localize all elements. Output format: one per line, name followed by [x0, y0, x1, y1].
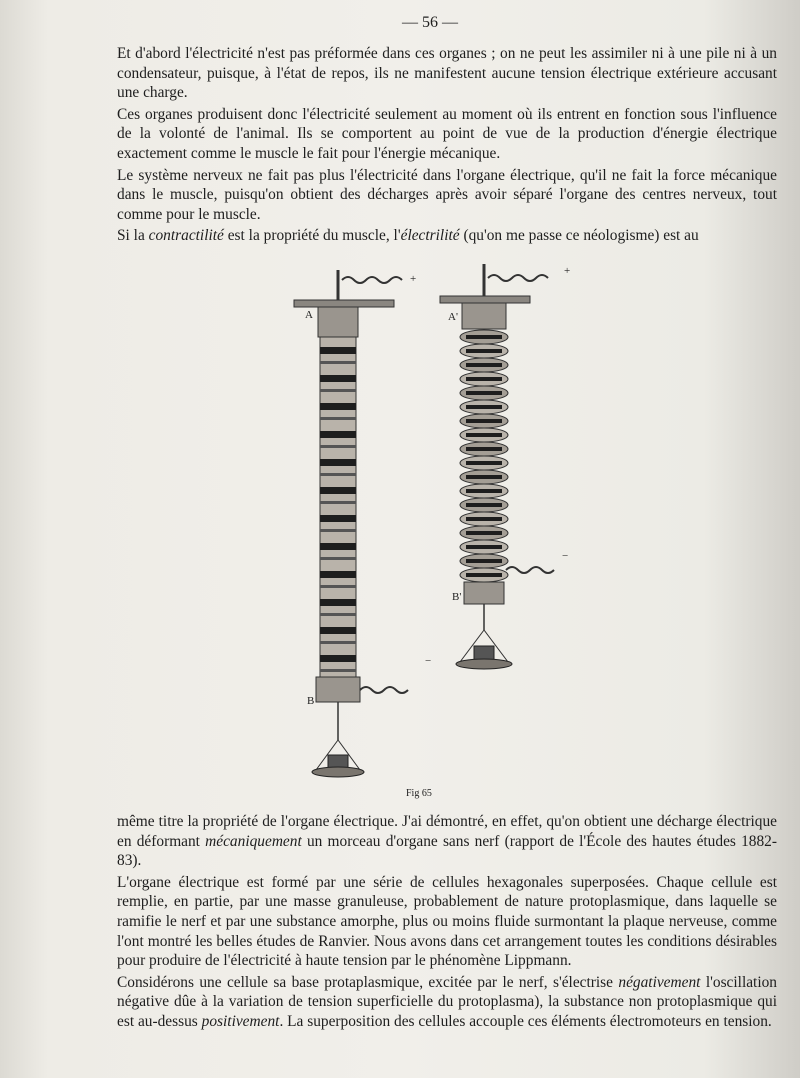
- label-a: A: [305, 309, 313, 321]
- top-cap-left: [318, 307, 358, 337]
- italic-term: négativement: [618, 973, 701, 991]
- cell-band-left: [320, 515, 356, 522]
- cell-band-left: [320, 627, 356, 634]
- cell-band-left: [320, 403, 356, 410]
- bottom-paragraph: [117, 812, 777, 871]
- plus-terminal-left: +: [410, 273, 417, 285]
- cell-band-right: [466, 503, 502, 507]
- text-run: est la propriété du muscle, l': [223, 227, 401, 245]
- cell-band-right: [466, 433, 502, 437]
- top-cap-right: [462, 303, 506, 329]
- cell-band-left: [320, 361, 356, 364]
- cell-band-right: [466, 461, 502, 465]
- cell-band-left: [320, 557, 356, 560]
- text-run: . La superposition des cellules accouple ces éléments électromoteurs en tension.: [279, 1012, 772, 1030]
- cell-band-right: [466, 531, 502, 535]
- scale-pan-right: [456, 659, 512, 669]
- cell-band-left: [320, 655, 356, 662]
- cell-band-left: [320, 487, 356, 494]
- cell-band-right: [466, 489, 502, 493]
- top-paragraph: [117, 44, 777, 103]
- wire-minus-right: [506, 567, 554, 573]
- text-run: Si la: [117, 227, 149, 245]
- cell-band-left: [320, 445, 356, 448]
- cell-band-right: [466, 405, 502, 409]
- cell-band-left: [320, 543, 356, 550]
- text-run: L'organe électrique est formé par une série de cellules hexagonales superposées. Chaque cellule est remplie, en partie, par une masse granuleuse, probablement de nature protoplasmique, dans laquelle se ramifie le nerf et par une substance amorphe, plus ou moins fluide surmontant la plaque nerveuse, comme l'ont montré les belles études de Ranvier. Nous avons dans cet arrangement toutes les conditions désirables pour produire de l'électricité à haute tension par le phénomène Lippmann.: [117, 873, 777, 970]
- text-run: Et d'abord l'électricité n'est pas préformée dans ces organes ; on ne peut les assimiler ni à une pile ni à un condensateur, puisque, à l'état de repos, ils ne manifestent aucune tension électrique extérieure accusant une charge.: [117, 45, 777, 102]
- cell-band-right: [466, 517, 502, 521]
- cell-band-left: [320, 585, 356, 588]
- cell-band-right: [466, 391, 502, 395]
- cell-band-left: [320, 599, 356, 606]
- cell-band-right: [466, 335, 502, 339]
- label-a-prime: A': [448, 311, 458, 323]
- cell-band-left: [320, 501, 356, 504]
- cell-band-left: [320, 571, 356, 578]
- cell-band-left: [320, 613, 356, 616]
- cell-band-right: [466, 363, 502, 367]
- text-run: même titre la propriété de l'organe électrique. J'ai démontré, en effet, qu'on obtient une décharge électrique en déformant: [117, 813, 777, 850]
- cell-band-left: [320, 641, 356, 644]
- base-left: [316, 677, 360, 702]
- cell-band-left: [320, 431, 356, 438]
- figure-electric-organ-illustration: [280, 250, 610, 790]
- page-number: — 56 —: [402, 14, 458, 31]
- italic-term: mécaniquement: [205, 832, 302, 850]
- plus-terminal-right: +: [564, 265, 571, 277]
- cell-band-right: [466, 475, 502, 479]
- bottom-text-block: [117, 812, 777, 1032]
- cell-band-right: [466, 447, 502, 451]
- minus-terminal-left: −: [425, 655, 432, 667]
- wire-plus-left: [342, 277, 402, 283]
- cell-band-right: [466, 349, 502, 353]
- label-b: B: [307, 695, 315, 707]
- bottom-paragraph: [117, 873, 777, 971]
- bottom-paragraph: [117, 973, 777, 1032]
- cell-band-right: [466, 573, 502, 577]
- scale-pan-left: [312, 767, 364, 777]
- cell-band-left: [320, 459, 356, 466]
- text-run: Considérons une cellule sa base protaplasmique, excitée par le nerf, s'électrise: [117, 973, 619, 991]
- top-text-block: [117, 44, 777, 246]
- cell-band-left: [320, 669, 356, 672]
- top-paragraph: [117, 166, 777, 225]
- minus-terminal-right: −: [562, 550, 569, 562]
- cell-band-right: [466, 419, 502, 423]
- label-b-prime: B': [452, 591, 462, 603]
- cell-band-left: [320, 529, 356, 532]
- column-left: [320, 337, 356, 677]
- cell-band-right: [466, 559, 502, 563]
- text-run: un morceau d'organe sans nerf (rapport de l'École des hautes études 1882-83).: [117, 832, 777, 870]
- cell-band-left: [320, 375, 356, 382]
- top-paragraph: [117, 226, 777, 246]
- italic-term: positivement: [201, 1012, 280, 1030]
- italic-term: électrilité: [400, 227, 460, 245]
- text-run: l'oscillation négative dûe à la variation de tension superficielle du protoplasma), la substance non protoplasmique qui est au-dessus: [117, 973, 777, 1030]
- top-plate-left: [294, 300, 394, 307]
- cell-band-left: [320, 347, 356, 354]
- top-plate-right: [440, 296, 530, 303]
- cell-band-left: [320, 389, 356, 392]
- text-run: Ces organes produisent donc l'électricité seulement au moment où ils entrent en fonction sous l'influence de la volonté de l'animal. Ils se comportent au point de vue de la production d'énergie électrique exactement comme le muscle le fait pour l'énergie mécanique.: [117, 105, 777, 162]
- cell-band-left: [320, 417, 356, 420]
- wire-minus-left: [360, 687, 408, 693]
- wire-plus-right: [488, 275, 548, 281]
- cell-band-right: [466, 377, 502, 381]
- base-right: [464, 582, 504, 604]
- italic-term: contractilité: [148, 227, 224, 245]
- cell-band-right: [466, 545, 502, 549]
- cell-band-left: [320, 473, 356, 476]
- text-run: (qu'on me passe ce néologisme) est au: [459, 227, 699, 245]
- figure-caption: Fig 65: [406, 788, 432, 799]
- text-run: Le système nerveux ne fait pas plus l'électricité dans l'organe électrique, qu'il ne fait la force mécanique dans le muscle, puisqu'on obtient des décharges après avoir séparé l'organe des centres nerveux, tout comme pour le muscle.: [117, 166, 777, 223]
- top-paragraph: [117, 105, 777, 164]
